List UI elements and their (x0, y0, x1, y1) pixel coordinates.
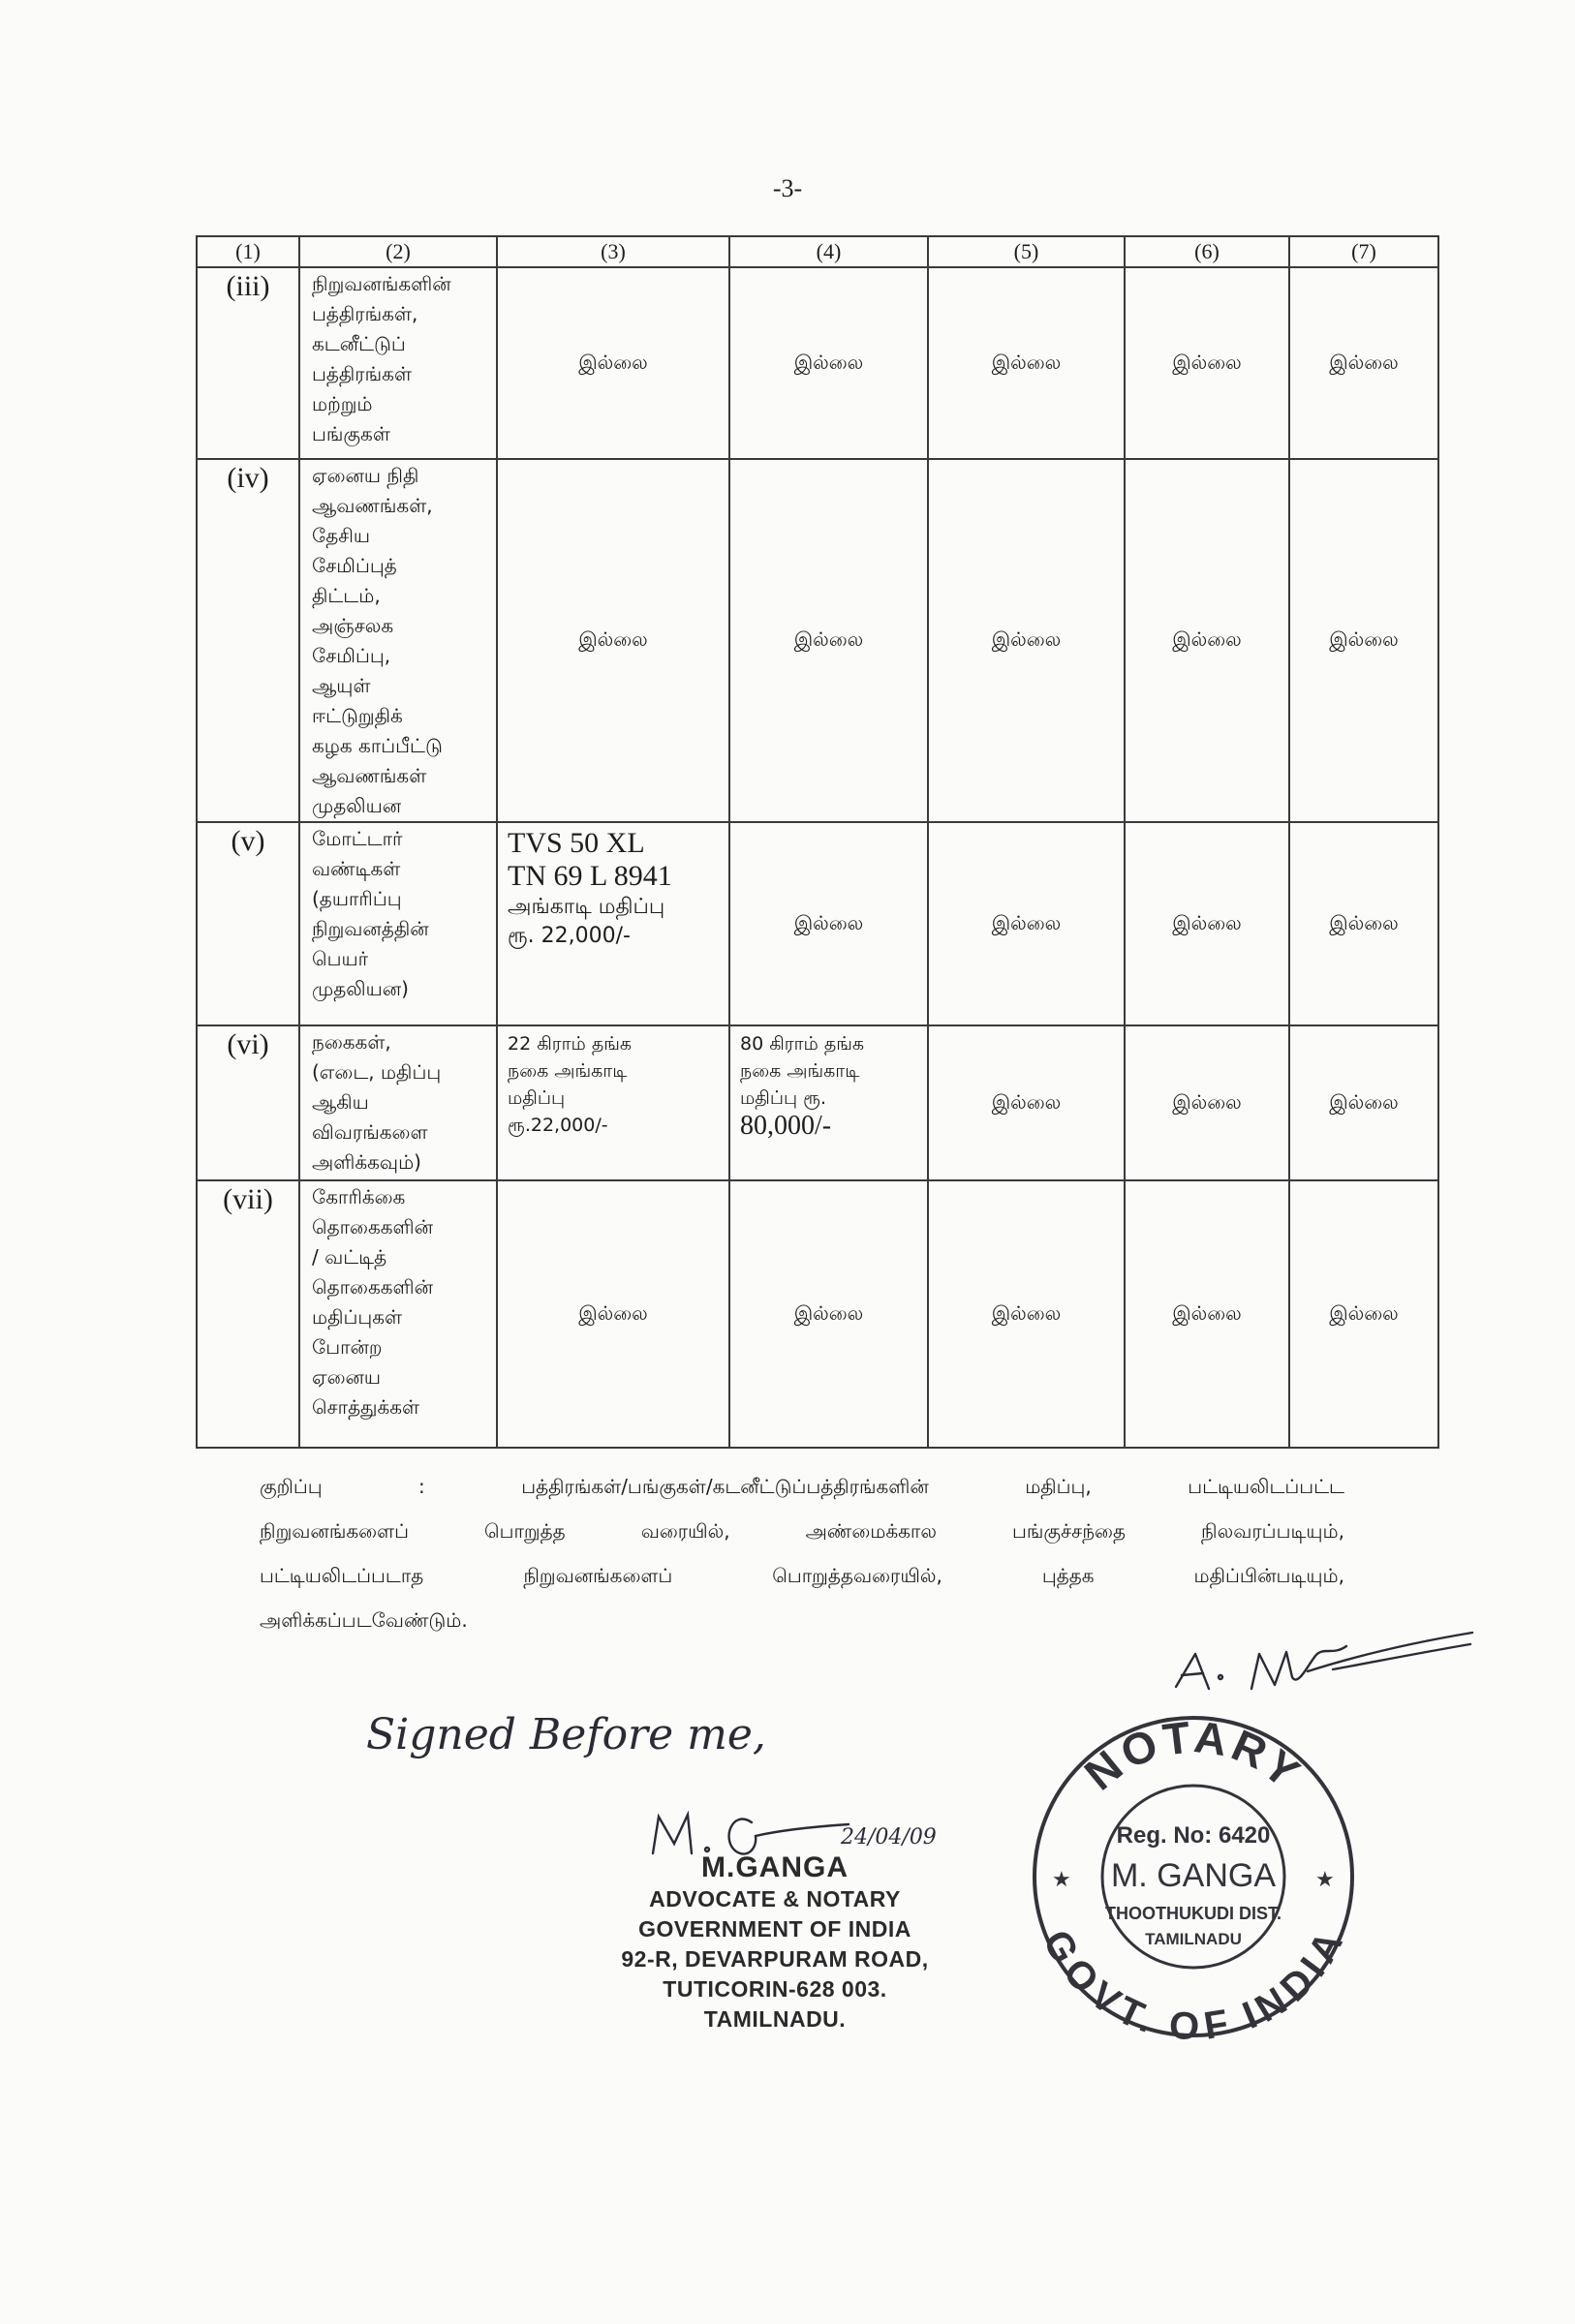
table-row (197, 267, 1438, 459)
description-line: தேசிய (312, 524, 371, 547)
signed-before-text: Signed Before me, (366, 1710, 766, 1759)
description-line: / வட்டித் (312, 1245, 387, 1269)
asset-description (299, 1180, 497, 1448)
signature-date: 24/04/09 (841, 1825, 937, 1850)
row-number: (iv) (197, 459, 299, 822)
note-word: பொறுத்த (484, 1519, 566, 1543)
description-line: அஞ்சலக (312, 614, 394, 637)
note-word: பத்திரங்கள்/பங்குகள்/கடனீட்டுப்பத்திரங்களின் (521, 1475, 929, 1498)
description-line: முதலியன) (312, 977, 409, 1000)
description-line: கோரிக்கை (312, 1185, 406, 1208)
note-word: பட்டியலிடப்பட்ட (1188, 1475, 1344, 1498)
value-cell: இல்லை (928, 822, 1125, 1025)
notary-state: TAMILNADU. (703, 2006, 847, 2032)
stamp-top-text: NOTARY (1074, 1712, 1312, 1800)
note-word: பொறுத்தவரையில், (772, 1564, 942, 1587)
note-line (260, 1553, 1344, 1598)
value-cell: இல்லை (1125, 1025, 1289, 1180)
description-line: பத்திரங்கள் (312, 362, 412, 385)
description-line: பங்குகள் (312, 422, 390, 445)
note-word: நிறுவனங்களைப் (523, 1564, 673, 1587)
notary-address-line2: TUTICORIN-628 003. (663, 1976, 887, 2002)
jewel-detail-self (497, 1025, 729, 1180)
value-cell: இல்லை (928, 459, 1125, 822)
signed-before-me-handwriting (358, 1689, 843, 1776)
asset-description (299, 1025, 497, 1180)
note-word: நிறுவனங்களைப் (260, 1519, 409, 1543)
jewel-value-label: நகை அங்காடி (740, 1060, 860, 1082)
value-cell: இல்லை (729, 267, 928, 459)
stamp-reg-number: Reg. No: 6420 (1116, 1822, 1271, 1849)
notary-address-line1: 92-R, DEVARPURAM ROAD, (621, 1946, 929, 1972)
description-line: பத்திரங்கள், (312, 302, 418, 325)
description-line: மதிப்புகள் (312, 1305, 403, 1329)
value-cell: இல்லை (928, 1180, 1125, 1448)
row-number: (vii) (197, 1180, 299, 1448)
description-line: ஆவணங்கள் (312, 764, 427, 787)
vehicle-value-label: அங்காடி மதிப்பு (508, 895, 665, 919)
stamp-district: THOOTHUKUDI DIST. (1105, 1904, 1282, 1923)
notary-name: M.GANGA (701, 1851, 849, 1883)
column-header: (1) (197, 236, 299, 267)
note-paragraph (260, 1464, 1344, 1642)
column-header: (5) (928, 236, 1125, 267)
description-line: ஆவணங்கள், (312, 494, 433, 517)
description-line: கடனீட்டுப் (312, 332, 406, 355)
column-header: (4) (729, 236, 928, 267)
jewel-weight: 22 கிராம் தங்க (508, 1033, 633, 1055)
vehicle-value: ரூ. 22,000/- (508, 924, 631, 948)
value-cell: இல்லை (1289, 1025, 1438, 1180)
note-line (260, 1464, 1344, 1509)
value-cell: இல்லை (1125, 822, 1289, 1025)
jewel-detail-spouse (729, 1025, 928, 1180)
column-header: (3) (497, 236, 729, 267)
description-line: வண்டிகள் (312, 857, 401, 880)
note-colon: : (418, 1475, 425, 1498)
value-cell: இல்லை (1125, 267, 1289, 459)
vehicle-registration: TN 69 L 8941 (508, 860, 672, 892)
note-word: பங்குச்சந்தை (1012, 1519, 1127, 1543)
description-line: (தயாரிப்பு (312, 887, 402, 910)
note-word: பட்டியலிடப்படாத (260, 1564, 424, 1587)
description-line: பெயர் (312, 947, 369, 970)
column-header: (7) (1289, 236, 1438, 267)
notary-seal-stamp (1029, 1712, 1358, 2041)
value-cell: இல்லை (497, 1180, 729, 1448)
description-line: நிறுவனங்களின் (312, 272, 451, 295)
jewel-value-label: மதிப்பு ரூ. (740, 1087, 827, 1109)
description-line: நகைகள், (312, 1030, 391, 1054)
description-line: நிறுவனத்தின் (312, 917, 429, 940)
note-word: வரையில், (640, 1519, 730, 1543)
note-word: அண்மைக்கால (805, 1519, 937, 1543)
stamp-bottom-text: GOVT. OF INDIA (1035, 1923, 1352, 2041)
value-cell: இல்லை (1289, 267, 1438, 459)
note-line (260, 1509, 1344, 1553)
jewel-value-label: நகை அங்காடி (508, 1060, 628, 1082)
value-cell: இல்லை (497, 459, 729, 822)
description-line: மற்றும் (312, 392, 373, 415)
row-number: (v) (197, 822, 299, 1025)
description-line: ஆகிய (312, 1090, 369, 1114)
description-line: ஏனைய நிதி (312, 464, 419, 487)
stamp-name: M. GANGA (1110, 1857, 1277, 1894)
value-cell: இல்லை (1289, 822, 1438, 1025)
notary-title: ADVOCATE & NOTARY (649, 1886, 901, 1911)
description-line: சேமிப்புத் (312, 554, 397, 577)
row-number: (vi) (197, 1025, 299, 1180)
row-number: (iii) (197, 267, 299, 459)
notary-address-block (571, 1851, 978, 2034)
note-word: அளிக்கப்படவேண்டும். (260, 1608, 468, 1632)
column-header: (6) (1125, 236, 1289, 267)
value-cell: இல்லை (729, 459, 928, 822)
description-line: திட்டம், (312, 584, 381, 607)
asset-description (299, 822, 497, 1025)
jewel-value: ரூ.22,000/- (508, 1115, 608, 1136)
description-line: அளிக்கவும்) (312, 1150, 421, 1174)
value-cell: இல்லை (928, 267, 1125, 459)
value-cell: இல்லை (729, 822, 928, 1025)
page-number: -3- (772, 174, 803, 202)
vehicle-model: TVS 50 XL (508, 827, 645, 859)
description-line: மோட்டார் (312, 827, 403, 850)
description-line: போன்ற (312, 1335, 383, 1359)
stamp-star-right: ★ (1315, 1868, 1335, 1892)
table-row (197, 459, 1438, 822)
asset-description (299, 459, 497, 822)
stamp-state: TAMILNADU (1145, 1930, 1242, 1948)
description-line: விவரங்களை (312, 1120, 428, 1144)
notary-government: GOVERNMENT OF INDIA (638, 1916, 911, 1942)
value-cell: இல்லை (1289, 459, 1438, 822)
value-cell: இல்லை (928, 1025, 1125, 1180)
jewel-value-label: மதிப்பு (508, 1087, 566, 1109)
description-line: சேமிப்பு, (312, 644, 391, 667)
description-line: சொத்துக்கள் (312, 1395, 420, 1419)
asset-description (299, 267, 497, 459)
value-cell: இல்லை (1125, 1180, 1289, 1448)
column-header: (2) (299, 236, 497, 267)
vehicle-detail (497, 822, 729, 1025)
table-row (197, 1025, 1438, 1180)
description-line: ஈட்டுறுதிக் (312, 704, 403, 727)
note-word: நிலவரப்படியும், (1201, 1519, 1344, 1543)
value-cell: இல்லை (1289, 1180, 1438, 1448)
description-line: தொகைகளின் (312, 1215, 434, 1238)
note-label: குறிப்பு (260, 1475, 323, 1498)
table-header-row (197, 236, 1438, 267)
value-cell: இல்லை (1125, 459, 1289, 822)
declarant-signature (1162, 1627, 1492, 1704)
description-line: (எடை, மதிப்பு (312, 1060, 442, 1084)
note-word: மதிப்பு, (1025, 1475, 1092, 1498)
value-cell: இல்லை (729, 1180, 928, 1448)
table-row (197, 1180, 1438, 1448)
note-word: மதிப்பின்படியும், (1193, 1564, 1344, 1587)
note-word: புத்தக (1041, 1564, 1095, 1587)
value-cell: இல்லை (497, 267, 729, 459)
jewel-value: 80,000/- (740, 1111, 832, 1141)
description-line: முதலியன (312, 794, 402, 817)
asset-table (196, 235, 1439, 1449)
table-row (197, 822, 1438, 1025)
description-line: ஏனைய (312, 1365, 382, 1389)
description-line: கழக காப்பீட்டு (312, 734, 443, 757)
jewel-weight: 80 கிராம் தங்க (740, 1033, 865, 1055)
description-line: தொகைகளின் (312, 1275, 434, 1299)
stamp-star-left: ★ (1052, 1868, 1071, 1892)
description-line: ஆயுள் (312, 674, 371, 697)
